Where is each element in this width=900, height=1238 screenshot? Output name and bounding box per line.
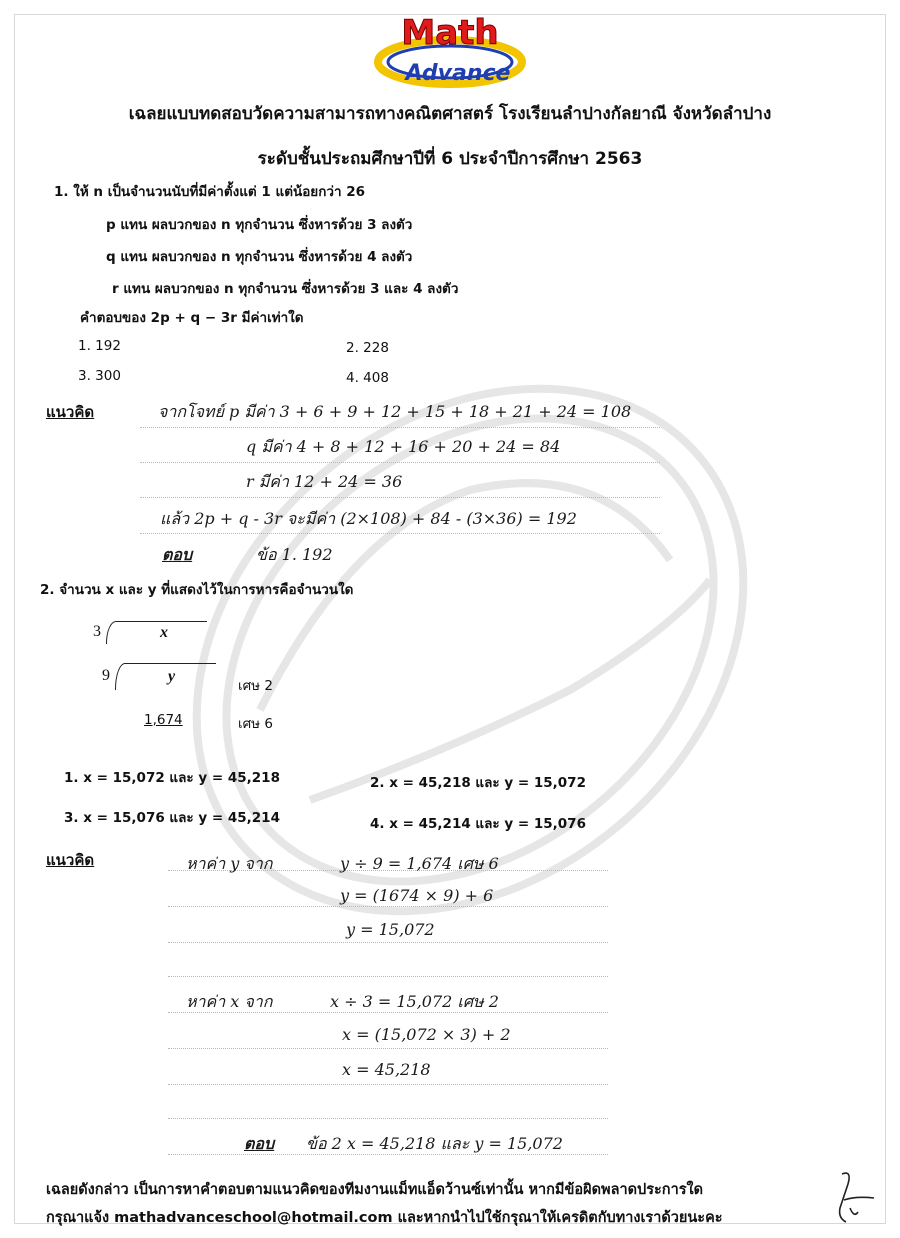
division-quotient: 1,674 [144,712,183,728]
q1-option-2: 2. 228 [346,340,389,356]
dotted-line [168,906,608,907]
page-subtitle: ระดับชั้นประถมศึกษาปีที่ 6 ประจำปีการศึกษา 2563 [257,149,643,169]
division-1-bracket [106,621,207,644]
math-advance-logo [368,8,534,90]
q1-option-4: 4. 408 [346,370,389,386]
solution-1-step-4: แล้ว 2p + q - 3r จะมีค่า (2×108) + 84 - (3×36) = 192 [160,509,577,528]
solution-2-answer-label: ตอบ [244,1134,275,1153]
q1-p-definition: p แทน ผลบวกของ n ทุกจำนวน ซึ่งหารด้วย 3 ลงตัว [106,217,413,233]
division-remainder-2: เศษ 6 [238,716,273,732]
q1-option-1: 1. 192 [78,338,121,354]
solution-1-step-2: q มีค่า 4 + 8 + 12 + 16 + 20 + 24 = 84 [246,437,561,456]
solution-2-y-step-1: y ÷ 9 = 1,674 เศษ 6 [340,854,499,873]
q1-question: คำตอบของ 2p + q − 3r มีค่าเท่าใด [80,310,304,326]
dotted-line [168,942,608,943]
dotted-line [140,462,660,463]
division-1-divisor: 3 [93,623,101,640]
q1-stem: 1. ให้ n เป็นจำนวนนับที่มีค่าตั้งแต่ 1 แต่น้อยกว่า 26 [54,184,366,200]
page-title: เฉลยแบบทดสอบวัดความสามารถทางคณิตศาสตร์ โรงเรียนลำปางกัลยาณี จังหวัดลำปาง [128,104,772,124]
solution-1-step-1: จากโจทย์ p มีค่า 3 + 6 + 9 + 12 + 15 + 18 + 21 + 24 = 108 [158,402,632,421]
solution-2-y-step-3: y = 15,072 [346,920,435,939]
dotted-line [168,1048,608,1049]
solution-2-find-x: หาค่า x จาก [186,992,273,1011]
solution-1-label: แนวคิด [46,403,95,421]
solution-1-step-3: r มีค่า 12 + 24 = 36 [246,472,403,491]
dotted-line [168,1084,608,1085]
dotted-line [140,427,660,428]
q2-option-1: 1. x = 15,072 และ y = 45,218 [64,770,280,786]
q1-q-definition: q แทน ผลบวกของ n ทุกจำนวน ซึ่งหารด้วย 4 ลงตัว [106,249,413,265]
solution-2-label: แนวคิด [46,851,95,869]
q2-option-3: 3. x = 15,076 และ y = 45,214 [64,810,280,826]
footer-contact: กรุณาแจ้ง mathadvanceschool@hotmail.com และหากนำไปใช้กรุณาให้เครดิตกับทางเราด้วยนะคะ [46,1210,723,1226]
logo-text-advance: Advance [405,61,511,86]
division-1-dividend: x [160,624,168,641]
logo-text-math: Math [401,13,499,53]
q2-option-2: 2. x = 45,218 และ y = 15,072 [370,775,586,791]
q1-r-definition: r แทน ผลบวกของ n ทุกจำนวน ซึ่งหารด้วย 3 และ 4 ลงตัว [112,281,459,297]
signature-mark [828,1168,878,1228]
dotted-line [168,1118,608,1119]
division-2-divisor: 9 [102,667,110,684]
dotted-line [140,497,660,498]
solution-2-x-step-3: x = 45,218 [342,1060,431,1079]
division-2-bracket [115,663,216,690]
footer-disclaimer: เฉลยดังกล่าว เป็นการหาคำตอบตามแนวคิดของทีมงานแม็ทแอ็ดว้านซ์เท่านั้น หากมีข้อผิดพลาดประการใด [46,1182,704,1198]
q1-option-3: 3. 300 [78,368,121,384]
dotted-line [140,533,660,534]
q2-option-4: 4. x = 45,214 และ y = 15,076 [370,816,586,832]
solution-1-answer-label: ตอบ [162,545,193,564]
division-2-dividend: y [168,668,176,685]
division-remainder-1: เศษ 2 [238,678,273,694]
solution-2-find-y: หาค่า y จาก [186,854,273,873]
dotted-line [168,976,608,977]
solution-1-answer: ข้อ 1. 192 [256,545,333,564]
q2-stem: 2. จำนวน x และ y ที่แสดงไว้ในการหารคือจำนวนใด [40,582,354,598]
solution-2-y-step-2: y = (1674 × 9) + 6 [340,886,494,905]
solution-2-x-step-1: x ÷ 3 = 15,072 เศษ 2 [330,992,499,1011]
solution-2-x-step-2: x = (15,072 × 3) + 2 [342,1025,511,1044]
solution-2-answer: ข้อ 2 x = 45,218 และ y = 15,072 [306,1134,563,1153]
